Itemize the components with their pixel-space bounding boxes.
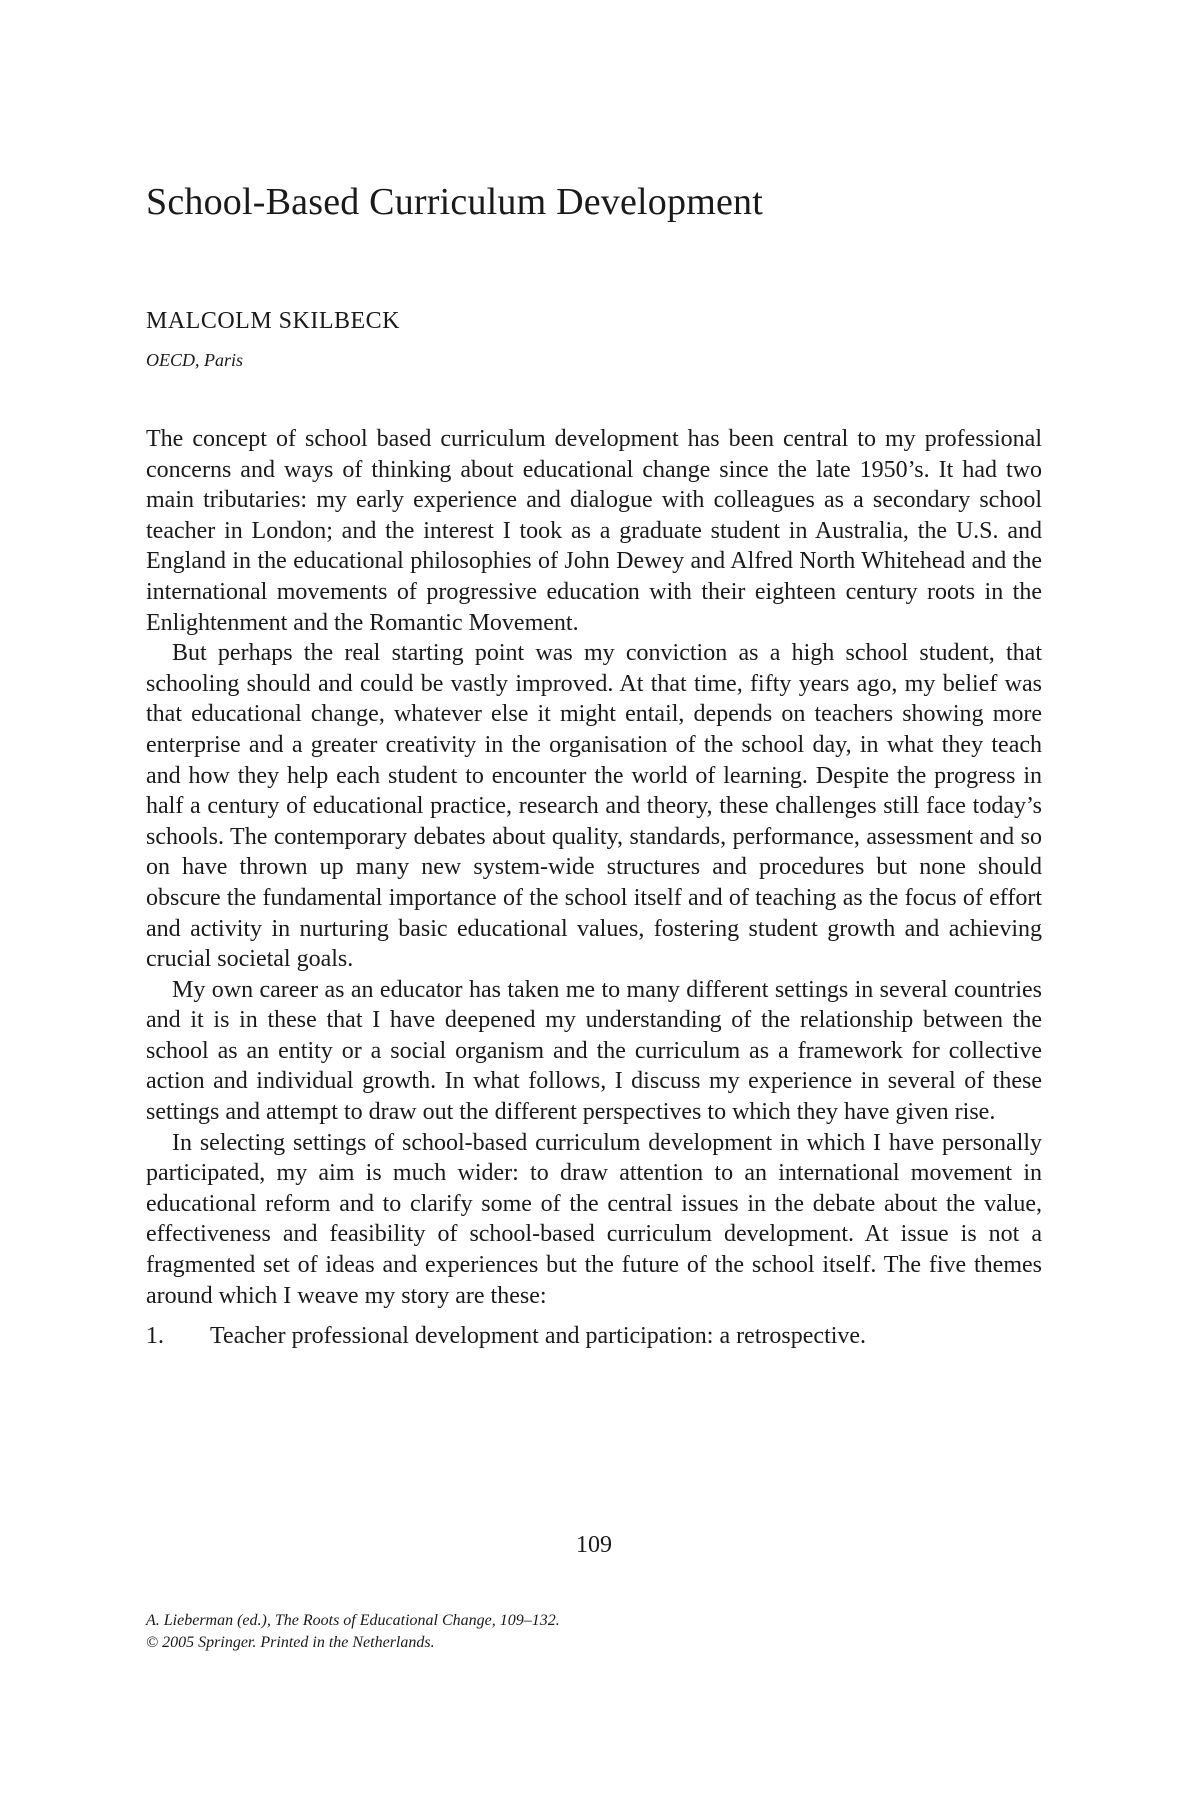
article-title: School-Based Curriculum Development <box>146 181 763 223</box>
list-text: Teacher professional development and participation: a retrospective. <box>210 1323 867 1350</box>
document-page <box>146 0 1042 1800</box>
article-body <box>146 424 1042 1352</box>
paragraph: The concept of school based curriculum development has been central to my professional concerns and ways of thinking about educational change since the late 1950’s. It had two main tributaries: my early experience and dialogue with colleagues as a secondary school teacher in London; and the interest I took as a graduate student in Australia, the U.S. and England in the educational philosophies of John Dewey and Alfred North Whitehead and the international movements of progressive education with their eighteen century roots in the Enlightenment and the Romantic Movement. <box>146 426 1042 636</box>
copyright-line: © 2005 Springer. Printed in the Netherlands. <box>146 1634 435 1651</box>
author-affiliation: OECD, Paris <box>146 350 244 370</box>
list-number: 1. <box>146 1323 164 1350</box>
numbered-list-item <box>146 1321 1042 1352</box>
page-number: 109 <box>576 1532 612 1558</box>
page-footer <box>146 1610 560 1654</box>
paragraph: My own career as an educator has taken me to many different settings in several countries and it is in these that I have deepened my understanding of the relationship between the school as an entity or a social organism and the curriculum as a framework for collective action and individual growth. In what follows, I discuss my experience in several of these settings and attempt to draw out the different perspectives to which they have given rise. <box>146 976 1042 1126</box>
paragraph: But perhaps the real starting point was my conviction as a high school student, that schooling should and could be vastly improved. At that time, fifty years ago, my belief was that educational change, whatever else it might entail, depends on teachers showing more enterprise and a greater creativity in the organisation of the school day, in what they teach and how they help each student to encounter the world of learning. Despite the progress in half a century of educational practice, research and theory, these challenges still face today’s schools. The contemporary debates about quality, standards, performance, assessment and so on have thrown up many new system-wide structures and procedures but none should obscure the fundamental importance of the school itself and of teaching as the focus of effort and activity in nurturing basic educational values, fostering student growth and achieving crucial societal goals. <box>146 640 1042 973</box>
paragraph: In selecting settings of school-based curriculum development in which I have personally participated, my aim is much wider: to draw attention to an international movement in educational reform and to clarify some of the central issues in the debate about the value, effectiveness and feasibility of school-based curriculum development. At issue is not a fragmented set of ideas and experiences but the future of the school itself. The five themes around which I weave my story are these: <box>146 1129 1042 1309</box>
citation-line: A. Lieberman (ed.), The Roots of Educational Change, 109–132. <box>146 1612 560 1629</box>
author-name: MALCOLM SKILBECK <box>146 308 401 334</box>
